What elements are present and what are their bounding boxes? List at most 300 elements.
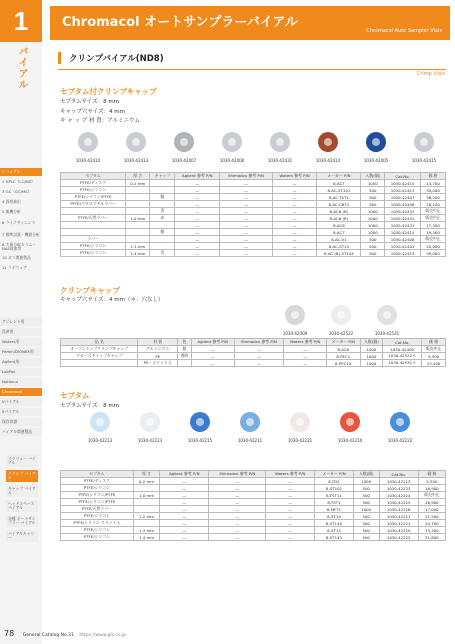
table-cell: 500 [353,534,379,541]
table-cell: 9,300 [422,353,446,360]
table-cell: — [175,194,220,201]
table-cell [126,236,150,243]
table-cell: 1030-42213 [379,478,418,485]
vial-catno: 1030-42406 [219,158,245,163]
vial-cap-image [340,412,360,432]
spec-line: キ ャ ッ プ 材 質：アルミニウム [60,118,140,124]
sidebar-subitem2[interactable]: ヘッドスペース バイアル [6,500,38,512]
chapter-name: バイアル [16,46,27,90]
table-cell: 8-AC8 [326,346,360,353]
table-cell: 8-AC-ST101 [317,187,361,194]
column-header: 厚 さ [126,173,150,180]
sec1-spec [60,98,140,127]
table-cell: — [220,215,272,222]
table-cell: — [175,187,220,194]
table-cell: 1030-42431 [385,222,421,229]
vial-cap-image [290,412,310,432]
footer [4,629,126,638]
table-cell: 1030-42409 [383,346,422,353]
table-cell: — [266,520,315,527]
sidebar-subitem[interactable]: Nationul [0,378,42,386]
table-cell: 36,200 [421,194,446,201]
table-cell: — [234,346,284,353]
table-cell: 500 [353,485,379,492]
table-cell [61,360,138,367]
table-cell: — [209,520,266,527]
table-cell: 500 [361,194,385,201]
table-cell: — [272,243,317,250]
table-cell: 8-AC6 [317,222,361,229]
vial-cap-image [377,305,397,325]
table-row [61,534,446,541]
sidebar-subitem[interactable]: Agilent用 [0,358,42,366]
vial-cap-image [331,305,351,325]
column-header: 価 格 [421,173,446,180]
sidebar-subitem2[interactable]: 各種 オートサンプラー バイアル [6,515,38,527]
table-cell: — [272,250,317,257]
table-cell: クローズドトップキャップ [61,353,138,360]
table-cell: — [220,180,272,187]
table-cell: 500 [353,527,379,534]
table-cell: 8-AC6 (B) [317,208,361,215]
table-cell: オープントップクリンプキャップ [61,346,138,353]
table-cell: PTFE/クロロブチルラバー [61,201,126,208]
vial-cap-image [126,132,146,152]
column-header: キャップ [150,173,175,180]
table-header [61,339,446,346]
table-cell [150,243,175,250]
table-cell: — [160,534,209,541]
table-cell: — [209,499,266,506]
table-cell: — [220,201,272,208]
vial-catno: 1030-42211 [237,438,263,443]
vial-cap-image [90,412,110,432]
table-cell: — [266,534,315,541]
table-cell [126,201,150,208]
vial-catno: 1030-42415 [411,158,437,163]
table-cell: 8-TD2 [315,478,354,485]
column-header: 品 名 [61,339,138,346]
sec1-title: セプタム付クリンプキャップ [60,87,157,96]
table-cell: — [191,353,234,360]
column-header: Waters 参考 P/N [284,339,327,346]
column-header: Cat.No. [383,339,422,346]
table-cell: 1.4 mm [133,534,159,541]
column-header: 入数(個) [353,471,379,478]
table-cell: 1000 [361,208,385,215]
page-title: Chromacol オートサンプラーバイアル [62,15,298,30]
table-cell: PTFE/シリコン/PTFE [61,499,134,506]
sec2-table [60,338,446,367]
sidebar-item[interactable]: 7 標準試薬・機器分析 [2,231,40,237]
table-cell: 1.3 mm [133,527,159,534]
table-cell: 1030-42221 [379,520,418,527]
vial-cap-image [240,412,260,432]
vial-catno: 1030-42410 [75,158,101,163]
sidebar-subitem2[interactable]: クリンプ バイアル [6,470,38,482]
table-cell: 500 [361,243,385,250]
sidebar-subitem[interactable]: アジレント用 [0,318,42,326]
table-cell: 14,700 [421,180,446,187]
sidebar-item[interactable]: 2 HPLC（LC/MS） [2,178,35,184]
table-cell [61,229,126,236]
table-cell: — [272,194,317,201]
table-cell: — [175,250,220,257]
table-cell: 1000 [361,222,385,229]
table-cell: — [209,527,266,534]
table-cell: — [266,492,315,499]
table-cell: — [272,201,317,208]
table-cell [133,506,159,513]
table-cell: — [160,478,209,485]
table-cell: 1030-42223 [379,485,418,492]
vial-cap-image [366,132,386,152]
table-cell: — [160,513,209,520]
vial-cap-image [190,412,210,432]
table-cell: PTFE/シリコン [61,250,126,257]
table-cell: PTFE/シリコン [61,513,134,520]
sidebar-subitem[interactable]: 保存容器 [0,418,42,426]
table-header [61,471,446,478]
table-cell [126,208,150,215]
vial-cap-image [222,132,242,152]
table-cell: 0.2 mm [133,478,159,485]
sidebar-subitem2[interactable]: バイアルキャリー [6,530,38,542]
table-cell: PTFE/天然ラバー [61,215,126,222]
table-cell [126,222,150,229]
sec1-table [60,172,446,257]
table-cell: — [284,360,327,367]
column-header: Waters 参考 P/N [272,173,317,180]
table-row [61,250,446,257]
table-row [61,478,446,485]
table-cell: 1030-42522＊ [383,353,422,360]
table-cell: PTFE/シリコン スリット入 [61,520,134,527]
chapter-number: 1 [0,0,42,42]
table-cell: — [220,187,272,194]
table-cell: — [220,229,272,236]
table-cell: 1030-42214 [379,492,418,499]
table-row [61,215,446,222]
table-cell: 青 [150,208,175,215]
table-cell: 11,500 [418,513,445,520]
table-cell: 24,700 [418,520,445,527]
table-cell: 17,000 [418,506,445,513]
table-cell [126,194,150,201]
table-cell: 8-TST1 [315,499,354,506]
table-cell: 1000 [360,353,383,360]
table-cell: 1030-42407 [385,194,421,201]
catalog-url: https://www.gls.co.jp [79,633,127,638]
table-cell: 販売中止 [422,346,446,353]
table-cell: 39,000 [421,250,446,257]
sidebar-subitem[interactable]: Waters用 [0,338,42,346]
table-cell: 1030-42222 [379,534,418,541]
sidebar-subitem2[interactable]: スクリュー バイアル [6,455,38,467]
table-cell: — [209,478,266,485]
sidebar-item[interactable]: 3 GC（GC/MS） [2,188,32,194]
table-cell: 8-AC-TST1 [317,194,361,201]
sidebar-item[interactable]: 8 大量分取カラム・NAS検体等 [2,241,36,251]
column-header: 色 [178,339,192,346]
column-header: 価 格 [422,339,446,346]
table-cell [133,499,159,506]
sidebar-item[interactable]: 10 ガス関連製品 [2,254,31,260]
vial-catno: 1030-42223 [137,438,163,443]
vial-catno: 1030-42405 [363,158,389,163]
column-header: 厚 さ [133,471,159,478]
table-row [61,499,446,506]
table-cell: 8-AC7 [317,229,361,236]
column-header: Cat.No. [385,173,421,180]
table-cell: — [266,478,315,485]
table-cell: — [175,180,220,187]
table-cell: 1030-42415 [385,250,421,257]
table-cell: PTFE/シリコン [61,187,126,194]
table-cell: 500 [361,201,385,208]
table-cell: — [160,527,209,534]
table-cell: 500 [353,492,379,499]
section-heading-en: Crimp Vials [416,71,445,77]
table-cell: 1.0 mm [133,492,159,499]
table-cell: 17,300 [421,222,446,229]
table-cell: — [272,208,317,215]
page-number: 78 [4,629,15,638]
table-cell [150,180,175,187]
table-row [61,208,446,215]
table-cell: 1030-42414 [385,229,421,236]
table-cell: 13,400 [422,360,446,367]
table-cell: — [160,499,209,506]
vial-catno: 1030-42431 [267,158,293,163]
table-cell: 販売中止 [421,215,446,222]
vial-catno: 1030-42414 [315,158,341,163]
table-cell: — [175,201,220,208]
table-row [61,201,446,208]
table-cell: — [266,485,315,492]
table-cell: 8-PEC1 [326,353,360,360]
table-cell: 1030-42216 [379,506,418,513]
vial-cap-image [174,132,194,152]
column-header: Cat.No. [379,471,418,478]
table-cell [150,222,175,229]
table-cell: — [234,360,284,367]
table-cell: 青 [150,250,175,257]
table-cell: 販売中止 [418,492,445,499]
table-cell: 8-MFT1 [315,506,354,513]
table-cell: 8-AC-V1 [317,236,361,243]
table-cell: 8-ST143 [315,534,354,541]
spec-line: セプタムサイズ：8 mm [60,99,120,105]
table-cell: — [160,485,209,492]
table-cell: PTFE/天然ラバー [61,506,134,513]
table-cell: 1.4 mm [126,250,150,257]
table-cell: — [266,527,315,534]
column-header: Shimadzu 参考 P/N [209,471,266,478]
table-cell: — [272,187,317,194]
table-cell: 1000 [360,346,383,353]
table-cell [150,201,175,208]
table-cell [178,360,192,367]
table-cell: 5,500 [418,478,445,485]
table-cell: 1000 [353,478,379,485]
vial-catno: 1030-42221 [287,438,313,443]
column-header: 価 格 [418,471,445,478]
table-cell: 1000 [360,360,383,367]
catalog-name: General Catalog No.31 [22,633,74,638]
sidebar-item[interactable]: 4 固相抽出 [2,198,21,204]
table-cell: — [266,513,315,520]
table-cell: — [220,236,272,243]
sidebar-item[interactable]: 5 無機分析 [2,208,21,214]
table-cell: — [272,180,317,187]
table-cell: 銀 [150,194,175,201]
table-cell: PTFE/シリコン/PTFE [61,194,126,201]
table-cell [126,229,150,236]
sec2-spec: キャップ穴サイズ：4 mm（＊：穴なし） [60,297,164,303]
table-row [61,360,446,367]
table-cell: — [220,250,272,257]
table-cell: — [284,353,327,360]
table-cell: 500 [361,187,385,194]
table-cell: — [175,208,220,215]
sidebar-subitem2[interactable]: キャップ バイアル [6,485,38,497]
sidebar-subitem[interactable]: バイアル関連製品 [0,428,42,436]
table-cell: 8-AC-ST15 [317,243,361,250]
column-header: メーカー P/N [326,339,360,346]
sec3-title: セプタム [60,391,90,400]
table-cell: — [220,222,272,229]
table-cell: 1030-42408 [385,236,421,243]
table-cell: 31,800 [418,534,445,541]
table-cell: 500 [353,513,379,520]
table-cell: ラバー [61,236,126,243]
page-subtitle: Chromacol Auto Sampler Vials [366,28,442,34]
vial-catno: 1030-42210 [337,438,363,443]
sidebar-subitem[interactable]: LabPak [0,368,42,376]
table-cell: 1030-42531＊ [383,360,422,367]
sec3-spec: セプタムサイズ：8 mm [60,403,120,409]
divider [58,69,446,70]
sidebar-subitem[interactable]: 島津用 [0,328,42,336]
table-cell: PTFE/シリコン [61,527,134,534]
table-cell: — [266,499,315,506]
table-cell: 8-TST11 [315,492,354,499]
table-cell: — [284,346,327,353]
table-cell: — [175,236,220,243]
column-header: Agilent 参考 P/N [160,471,209,478]
vial-catno: 1030-42531 [374,331,400,336]
table-header [61,173,446,180]
sec3-table [60,470,446,541]
table-cell: — [175,215,220,222]
sidebar-item[interactable]: 6 ライフサイエンス [2,219,36,225]
table-row [61,187,446,194]
table-cell: PE・スリット入 [138,360,178,367]
table-cell: 銀 [150,229,175,236]
table-cell: 1.2 mm [133,513,159,520]
table-cell: 500 [361,236,385,243]
table-cell: 500 [353,499,379,506]
table-cell: — [160,506,209,513]
table-cell [133,485,159,492]
sidebar [0,0,42,644]
table-cell: — [175,243,220,250]
table-cell: PTFE/シリコン [61,243,126,250]
table-cell [133,520,159,527]
table-row [61,222,446,229]
column-header: 材 質 [138,339,178,346]
vial-cap-image [414,132,434,152]
table-cell: — [220,243,272,250]
table-row [61,229,446,236]
table-cell: 8-AC-CBT1 [317,201,361,208]
sidebar-subitem[interactable]: Vバイアル [0,398,42,406]
table-cell: 28,100 [421,201,446,208]
table-cell: 8-ST15 [315,527,354,534]
table-row [61,180,446,187]
table-cell: 1030-42405 [385,243,421,250]
vial-cap-image [78,132,98,152]
table-cell: 銀 [178,346,192,353]
column-header: Shimadzu 参考 P/N [220,173,272,180]
table-row [61,492,446,499]
vial-cap-image [318,132,338,152]
vial-cap-image [270,132,290,152]
vial-catno: 1030-42222 [387,438,413,443]
table-cell: — [220,208,272,215]
column-header: セプタム [61,173,126,180]
page-header [50,6,450,40]
table-cell [61,222,126,229]
table-row [61,513,446,520]
table-cell: 30,000 [421,187,446,194]
vial-cap-image [140,412,160,432]
table-cell [126,187,150,194]
table-cell: 1030-42210 [379,527,418,534]
table-row [61,506,446,513]
sidebar-subitem[interactable]: Perkin/DIONEX用 [0,348,42,356]
vial-catno: 1030-42409 [282,331,308,336]
table-cell: — [175,229,220,236]
sidebar-subitem[interactable]: Chromacol [0,388,42,396]
table-cell: — [160,520,209,527]
table-cell: — [220,194,272,201]
table-cell: 13,300 [418,527,445,534]
table-cell: 8-ST101 [315,485,354,492]
table-cell: — [209,485,266,492]
table-cell: — [191,346,234,353]
sidebar-item[interactable]: 1 バイアル [0,168,42,176]
table-cell: 16,900 [418,485,445,492]
table-cell [61,208,126,215]
table-cell: 8-ACT [317,180,361,187]
table-row [61,520,446,527]
table-cell: PTFE/シリコン [61,534,134,541]
vial-catno: 1030-42407 [171,158,197,163]
vial-catno: 1030-42213 [87,438,113,443]
table-cell: 8-AC (B)-ST144 [317,250,361,257]
sidebar-item[interactable]: 11 ラボウェア [2,264,27,270]
table-cell: 赤 [150,215,175,222]
table-cell: — [272,229,317,236]
column-header: メーカー P/N [315,471,354,478]
table-cell: 1030-42432 [385,215,421,222]
sidebar-subitem[interactable]: Sバイアル [0,408,42,416]
table-cell: 1030-42410 [385,180,421,187]
table-cell: 8-ST14X [315,520,354,527]
table-row [61,236,446,243]
